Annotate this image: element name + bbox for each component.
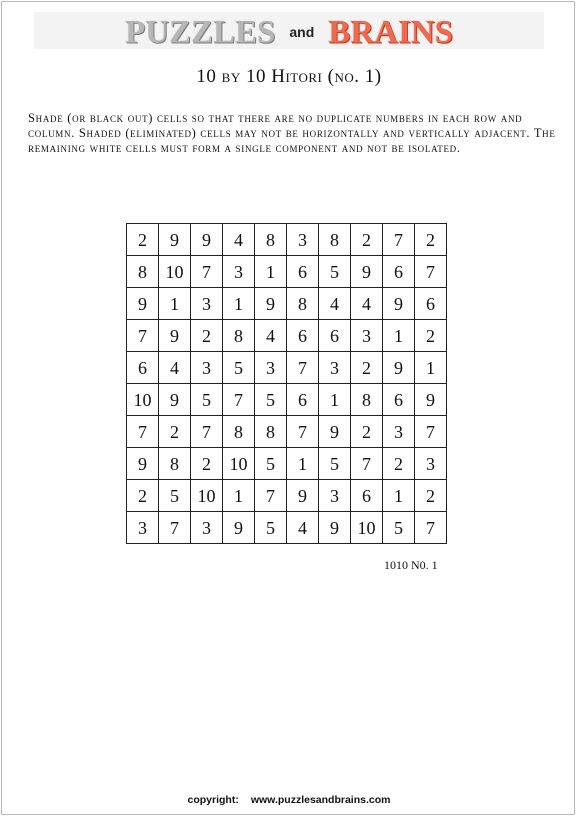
grid-cell[interactable]: 1	[223, 288, 255, 320]
grid-cell[interactable]: 7	[191, 416, 223, 448]
grid-cell[interactable]: 7	[127, 320, 159, 352]
grid-cell[interactable]: 7	[415, 416, 447, 448]
grid-cell[interactable]: 7	[223, 384, 255, 416]
grid-row	[127, 320, 447, 352]
grid-cell[interactable]: 7	[191, 256, 223, 288]
grid-cell[interactable]: 6	[287, 256, 319, 288]
grid-cell[interactable]: 6	[383, 256, 415, 288]
puzzle-id: 1010 N0. 1	[384, 558, 438, 572]
grid-cell[interactable]: 6	[383, 384, 415, 416]
grid-cell[interactable]: 4	[319, 288, 351, 320]
grid-cell[interactable]: 1	[383, 480, 415, 512]
grid-cell[interactable]: 10	[191, 480, 223, 512]
grid-cell[interactable]: 7	[127, 416, 159, 448]
grid-cell[interactable]: 2	[415, 224, 447, 256]
grid-cell[interactable]: 8	[351, 384, 383, 416]
grid-cell[interactable]: 10	[159, 256, 191, 288]
grid-row	[127, 288, 447, 320]
grid-cell[interactable]: 4	[223, 224, 255, 256]
grid-cell[interactable]: 10	[351, 512, 383, 544]
grid-cell[interactable]: 10	[223, 448, 255, 480]
grid-cell[interactable]: 3	[191, 288, 223, 320]
grid-cell[interactable]: 1	[159, 288, 191, 320]
grid-cell[interactable]: 2	[383, 448, 415, 480]
grid-cell[interactable]: 3	[127, 512, 159, 544]
copyright-footer	[0, 794, 578, 806]
grid-cell[interactable]: 9	[415, 384, 447, 416]
grid-row	[127, 480, 447, 512]
grid-row	[127, 512, 447, 544]
grid-cell[interactable]: 9	[159, 384, 191, 416]
grid-cell[interactable]: 9	[223, 512, 255, 544]
grid-row	[127, 224, 447, 256]
grid-cell[interactable]: 8	[287, 288, 319, 320]
grid-cell[interactable]: 9	[127, 448, 159, 480]
grid-cell[interactable]: 3	[319, 352, 351, 384]
grid-cell[interactable]: 7	[351, 448, 383, 480]
grid-cell[interactable]: 5	[159, 480, 191, 512]
grid-cell[interactable]: 8	[159, 448, 191, 480]
grid-cell[interactable]: 10	[127, 384, 159, 416]
copyright-url: www.puzzlesandbrains.com	[250, 794, 391, 806]
instructions-text: Shade (or black out) cells so that there are no duplicate numbers in each row and column. Shaded (eliminated) cells may not be horizontally and vertically adjacent. The remaining white cells must form a single component and not be isolated.	[28, 111, 556, 155]
hitori-grid	[126, 223, 447, 544]
grid-cell[interactable]: 8	[319, 224, 351, 256]
grid-cell[interactable]: 9	[319, 512, 351, 544]
grid-cell[interactable]: 8	[223, 416, 255, 448]
grid-cell[interactable]: 6	[319, 320, 351, 352]
grid-cell[interactable]: 2	[127, 480, 159, 512]
grid-cell[interactable]: 1	[255, 256, 287, 288]
grid-cell[interactable]: 1	[287, 448, 319, 480]
grid-cell[interactable]: 8	[255, 416, 287, 448]
grid-cell[interactable]: 8	[255, 224, 287, 256]
grid-cell[interactable]: 7	[415, 512, 447, 544]
logo	[0, 12, 578, 49]
grid-cell[interactable]: 5	[319, 256, 351, 288]
grid-cell[interactable]: 8	[127, 256, 159, 288]
grid-cell[interactable]: 5	[255, 512, 287, 544]
grid-cell[interactable]: 2	[415, 320, 447, 352]
grid-cell[interactable]: 7	[287, 416, 319, 448]
grid-cell[interactable]: 6	[127, 352, 159, 384]
grid-cell[interactable]: 2	[191, 448, 223, 480]
grid-cell[interactable]: 7	[415, 256, 447, 288]
grid-cell[interactable]: 3	[415, 448, 447, 480]
grid-cell[interactable]: 2	[351, 224, 383, 256]
grid-cell[interactable]: 9	[255, 288, 287, 320]
grid-cell[interactable]: 8	[223, 320, 255, 352]
grid-cell[interactable]: 6	[415, 288, 447, 320]
page-title: 10 by 10 Hitori (no. 1)	[196, 66, 382, 87]
grid-cell[interactable]: 2	[351, 416, 383, 448]
grid-cell[interactable]: 7	[255, 480, 287, 512]
grid-cell[interactable]: 7	[159, 512, 191, 544]
grid-cell[interactable]: 7	[383, 224, 415, 256]
grid-cell[interactable]: 1	[415, 352, 447, 384]
grid-cell[interactable]: 4	[287, 512, 319, 544]
grid-cell[interactable]: 9	[159, 224, 191, 256]
grid-cell[interactable]: 6	[287, 320, 319, 352]
grid-cell[interactable]: 2	[191, 320, 223, 352]
logo-word-puzzles: PUZZLES	[125, 14, 276, 51]
grid-cell[interactable]: 3	[383, 416, 415, 448]
grid-row	[127, 256, 447, 288]
grid-cell[interactable]: 9	[383, 288, 415, 320]
grid-cell[interactable]: 3	[287, 224, 319, 256]
grid-cell[interactable]: 9	[159, 320, 191, 352]
grid-cell[interactable]: 9	[191, 224, 223, 256]
grid-cell[interactable]: 5	[223, 352, 255, 384]
grid-cell[interactable]: 7	[287, 352, 319, 384]
logo-word-and: and	[289, 24, 315, 41]
grid-cell[interactable]: 1	[383, 320, 415, 352]
grid-cell[interactable]: 6	[287, 384, 319, 416]
grid-cell[interactable]: 2	[351, 352, 383, 384]
grid-cell[interactable]: 3	[255, 352, 287, 384]
copyright-label: copyright:	[187, 794, 239, 806]
grid-cell[interactable]: 5	[255, 384, 287, 416]
grid-cell[interactable]: 1	[223, 480, 255, 512]
grid-cell[interactable]: 9	[287, 480, 319, 512]
grid-cell[interactable]: 5	[383, 512, 415, 544]
grid-cell[interactable]: 4	[255, 320, 287, 352]
grid-cell[interactable]: 4	[159, 352, 191, 384]
grid-cell[interactable]: 2	[127, 224, 159, 256]
grid-cell[interactable]: 3	[223, 256, 255, 288]
grid-row	[127, 416, 447, 448]
grid-cell[interactable]: 2	[415, 480, 447, 512]
grid-cell[interactable]: 4	[351, 288, 383, 320]
grid-cell[interactable]: 3	[351, 320, 383, 352]
grid-cell[interactable]: 3	[319, 480, 351, 512]
grid-cell[interactable]: 3	[191, 512, 223, 544]
grid-cell[interactable]: 9	[319, 416, 351, 448]
grid-row	[127, 352, 447, 384]
grid-cell[interactable]: 9	[351, 256, 383, 288]
grid-cell[interactable]: 3	[191, 352, 223, 384]
grid-cell[interactable]: 5	[319, 448, 351, 480]
grid-row	[127, 384, 447, 416]
grid-row	[127, 448, 447, 480]
logo-word-brains: BRAINS	[328, 14, 453, 51]
grid-cell[interactable]: 5	[255, 448, 287, 480]
grid-cell[interactable]: 1	[319, 384, 351, 416]
grid-cell[interactable]: 6	[351, 480, 383, 512]
grid-cell[interactable]: 9	[383, 352, 415, 384]
grid-cell[interactable]: 2	[159, 416, 191, 448]
grid-cell[interactable]: 9	[127, 288, 159, 320]
grid-cell[interactable]: 5	[191, 384, 223, 416]
